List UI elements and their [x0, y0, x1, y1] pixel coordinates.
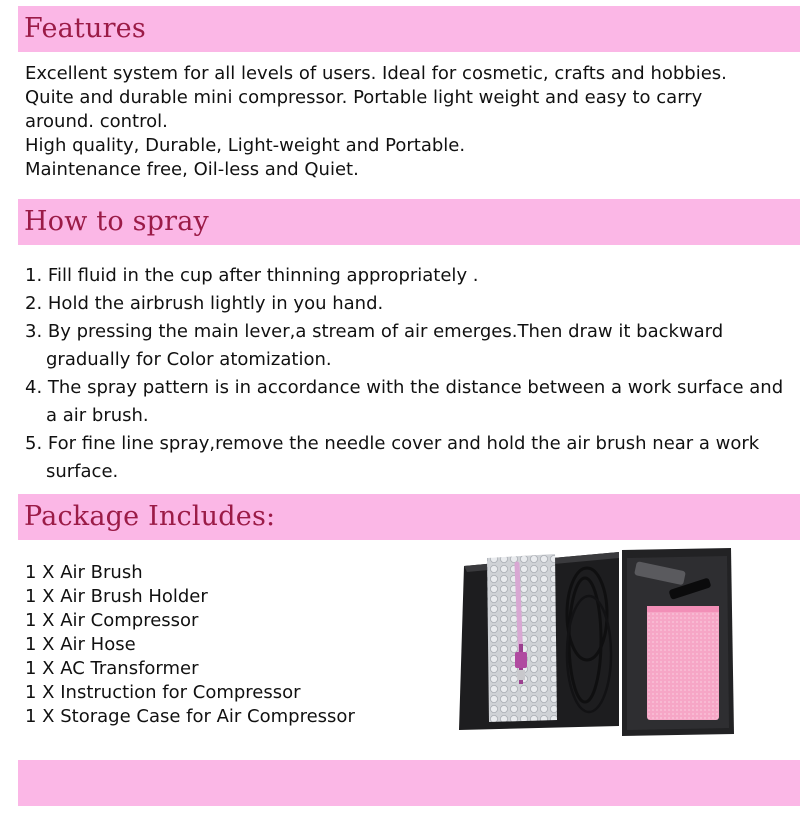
spray-step: 3. By pressing the main lever,a stream of air emerges.Then draw it backward gradually for Color atomization.: [25, 321, 724, 370]
features-line: Quite and durable mini compressor. Portable light weight and easy to carry: [25, 87, 703, 108]
package-item: 1 X Storage Case for Air Compressor: [25, 706, 355, 727]
package-items-list: [25, 561, 445, 729]
package-item: 1 X Air Hose: [25, 634, 136, 655]
package-item: 1 X AC Transformer: [25, 658, 199, 679]
spray-step: 1. Fill fluid in the cup after thinning appropriately .: [25, 265, 479, 286]
footer-band: [18, 760, 800, 806]
features-line: around. control.: [25, 111, 168, 132]
spray-steps-list: [25, 262, 797, 486]
features-heading: Features: [24, 13, 146, 44]
package-item: 1 X Instruction for Compressor: [25, 682, 301, 703]
how-to-spray-header-band: [18, 199, 800, 245]
how-to-spray-heading: How to spray: [24, 206, 209, 237]
spray-step: 2. Hold the airbrush lightly in you hand.: [25, 293, 384, 314]
package-item: 1 X Air Brush Holder: [25, 586, 208, 607]
spray-step: 5. For fine line spray,remove the needle cover and hold the air brush near a work surface.: [25, 433, 760, 482]
package-heading: Package Includes:: [24, 501, 276, 532]
airbrush-cup: [515, 652, 527, 668]
package-contents-photo: [459, 544, 734, 740]
features-text: [25, 62, 795, 182]
package-header-band: [18, 494, 800, 540]
package-item: 1 X Air Compressor: [25, 610, 199, 631]
compressor-foam: [647, 606, 719, 720]
spray-step: 4. The spray pattern is in accordance with the distance between a work surface and a air brush.: [25, 377, 784, 426]
features-header-band: [18, 6, 800, 52]
features-line: Maintenance free, Oil-less and Quiet.: [25, 159, 359, 180]
features-line: Excellent system for all levels of users. Ideal for cosmetic, crafts and hobbies.: [25, 63, 727, 84]
package-item: 1 X Air Brush: [25, 562, 143, 583]
features-line: High quality, Durable, Light-weight and Portable.: [25, 135, 466, 156]
package-contents-illustration: [459, 544, 734, 740]
